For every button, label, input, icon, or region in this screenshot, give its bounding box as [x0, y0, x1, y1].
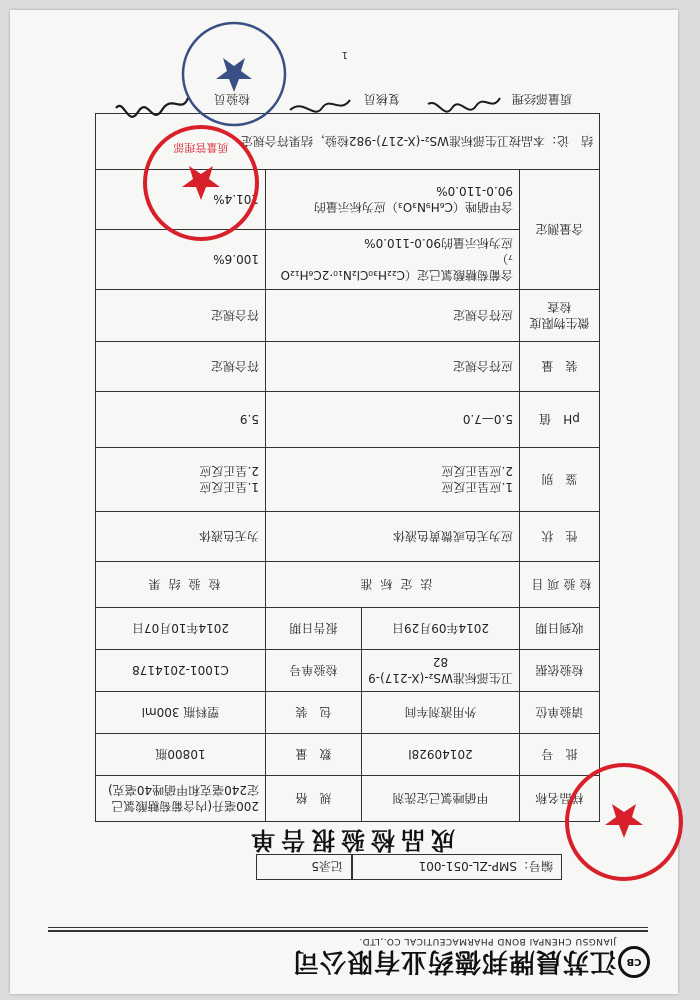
- result-assay-1: 100.6%: [95, 230, 265, 290]
- reviewer-signature: [284, 90, 354, 120]
- standard-identification: 1.应呈正反应 2.应呈正反应: [265, 448, 519, 512]
- qa-manager-signature: [424, 90, 504, 116]
- qty-value: 10800瓶: [95, 734, 265, 776]
- col-header-standard: 法定标准: [265, 562, 519, 608]
- table-row: [95, 290, 599, 342]
- result-appearance: 为无色液体: [95, 512, 265, 562]
- col-header-result: 检验结果: [95, 562, 265, 608]
- report-no-value: C1001-2014178: [95, 650, 265, 692]
- batch-label: 批 号: [520, 734, 600, 776]
- header-rule: [48, 930, 648, 932]
- table-row: [95, 608, 599, 650]
- received-value: 2014年09月29日: [361, 608, 519, 650]
- item-identification: 鉴 别: [520, 448, 600, 512]
- standard-microbial: 应符合规定: [265, 290, 519, 342]
- reviewer-label: 复核员: [363, 92, 400, 106]
- standard-appearance: 应为无色或微黄色液体: [265, 512, 519, 562]
- table-row: [95, 776, 599, 822]
- batch-value: 20140928l: [361, 734, 519, 776]
- standard-fill: 应符合规定: [265, 342, 519, 392]
- item-appearance: 性 状: [520, 512, 600, 562]
- qty-label: 数 量: [265, 734, 361, 776]
- spec-value: 200毫升(内含葡萄糖酸氯己定240毫克和甲硝唑40毫克): [95, 776, 265, 822]
- result-fill: 符合规定: [95, 342, 265, 392]
- table-row: [95, 448, 599, 512]
- item-microbial: 微生物限度检查: [520, 290, 600, 342]
- unit-value: 外用液剂车间: [361, 692, 519, 734]
- standard-assay-1: 含葡萄糖酸氯己定（C₂₂H₃₀Cl₂N₁₀·2C₆H₁₂O₇） 应为标示量的90.0-110.0%: [265, 230, 519, 290]
- spec-label: 规 格: [265, 776, 361, 822]
- sample-name-label: 样品名称: [520, 776, 600, 822]
- result-ph: 5.9: [95, 392, 265, 448]
- conclusion: 结 论：本品按卫生部标准WS₂-(X-217)-982检验，结果符合规定: [95, 114, 599, 170]
- svg-text:质量管理部: 质量管理部: [173, 141, 229, 154]
- item-assay: 含量测定: [520, 170, 600, 290]
- qc-seal-stamp: [140, 122, 262, 244]
- item-fill: 装 量: [520, 342, 600, 392]
- table-row: [95, 692, 599, 734]
- company-name-en: JIANGSU CHENPAI BOND PHARMACEUTICAL CO.,LTD.: [358, 936, 616, 946]
- table-row: [95, 342, 599, 392]
- col-header-item: 检验项目: [520, 562, 600, 608]
- unit-label: 请验单位: [520, 692, 600, 734]
- company-name: 江苏晨牌邦德药业有限公司: [291, 946, 616, 976]
- table-row: [95, 734, 599, 776]
- standard-assay-2: 含甲硝唑（C₆H₉N₃O₃）应为标示量的 90.0-110.0%: [265, 170, 519, 230]
- report-no-label: 检验单号: [265, 650, 361, 692]
- result-microbial: 符合规定: [95, 290, 265, 342]
- result-identification: 1.呈正反应 2.呈正反应: [95, 448, 265, 512]
- qa-manager-label: 质量部经理: [511, 92, 572, 106]
- doc-number: 编号：SMP-ZL-051-001: [352, 854, 562, 880]
- report-date-label: 报告日期: [265, 608, 361, 650]
- inspector-label: 检验员: [213, 92, 250, 106]
- report-title: 成品检验报告单: [245, 826, 455, 854]
- table-row: [95, 650, 599, 692]
- table-row: [95, 392, 599, 448]
- report-date-value: 2014年10月07日: [95, 608, 265, 650]
- table-row: [95, 512, 599, 562]
- standard-ph: 5.0—7.0: [265, 392, 519, 448]
- sample-name: 甲硝唑氯己定洗剂: [361, 776, 519, 822]
- partner-seal-stamp: [562, 760, 686, 884]
- basis-label: 检验依据: [520, 650, 600, 692]
- page-number: 1: [341, 49, 348, 60]
- pack-value: 塑料瓶 300ml: [95, 692, 265, 734]
- qc-seal-round: [178, 18, 290, 130]
- item-ph: pH 值: [520, 392, 600, 448]
- header-rule-thin: [48, 927, 648, 928]
- basis-value: 卫生部标准WS₂-(X-217)-982: [361, 650, 519, 692]
- pack-label: 包 装: [265, 692, 361, 734]
- record-number: 记录5: [256, 854, 352, 880]
- table-header-row: [95, 562, 599, 608]
- company-logo-icon: CB: [618, 946, 650, 978]
- result-assay-2: 101.4%: [95, 170, 265, 230]
- received-label: 收到日期: [520, 608, 600, 650]
